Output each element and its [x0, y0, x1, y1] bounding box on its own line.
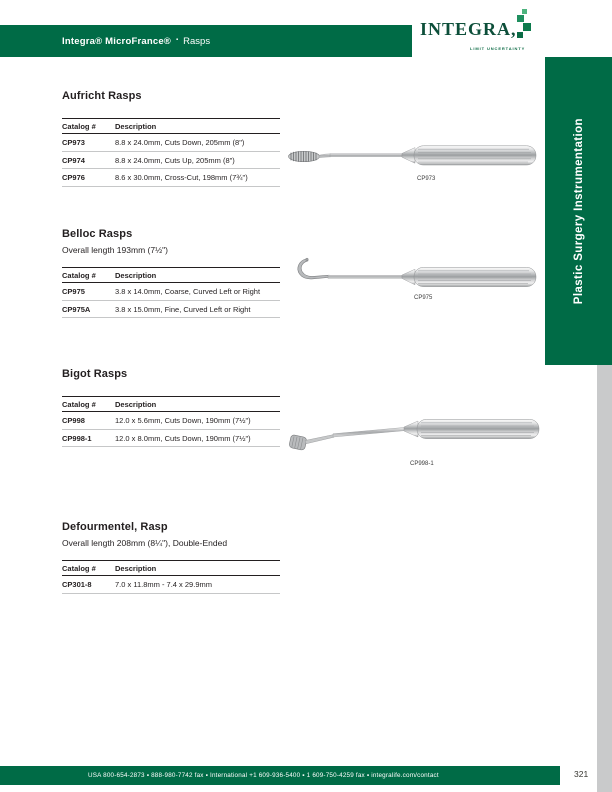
logo-tagline: LIMIT UNCERTAINTY: [470, 46, 526, 51]
belloc-rasp-illustration: [283, 255, 540, 294]
section-title: Defourmentel, Rasp: [62, 521, 168, 533]
page-number: 321: [574, 769, 589, 779]
catalog-column-header: Catalog #: [62, 122, 96, 131]
defourmentel-spec-table: [62, 560, 280, 594]
logo-wordmark: INTEGRA,: [420, 19, 517, 39]
aufricht-rasp-illustration: [283, 142, 540, 173]
item-description: 3.8 x 15.0mm, Fine, Curved Left or Right: [115, 304, 251, 314]
logo-squares-icon: [522, 9, 527, 14]
integra-logo: [412, 8, 545, 57]
item-description: 3.8 x 14.0mm, Coarse, Curved Left or Right: [115, 287, 261, 296]
table-row: [62, 283, 280, 301]
table-row: [62, 169, 280, 187]
section-subtitle: Overall length 208mm (8¼"), Double-Ended: [62, 538, 228, 548]
table-row: [62, 300, 280, 318]
catalog-column-header: Catalog #: [62, 271, 96, 280]
item-description: 8.8 x 24.0mm, Cuts Up, 205mm (8"): [115, 155, 235, 165]
illustration-caption: CP998-1: [410, 461, 434, 467]
section-defourmentel-rasp: [62, 521, 542, 594]
item-description: 12.0 x 8.0mm, Cuts Down, 190mm (7½"): [115, 433, 251, 443]
footer-contact-info: USA 800-654-2873 ▪ 888-980-7742 fax ▪ International +1 609-936-5400 ▪ 1 609-750-4259 fax ▪ integralife.com/contact: [88, 772, 439, 779]
table-header-row: [62, 397, 280, 412]
catalog-column-header: Catalog #: [62, 400, 96, 409]
logo-squares-icon: [517, 32, 523, 38]
catalog-number: CP976: [62, 173, 85, 182]
table-row: [62, 576, 280, 594]
table-row: [62, 412, 280, 430]
section-title: Aufricht Rasps: [62, 90, 142, 102]
table-row: [62, 134, 280, 152]
footer-bar: [0, 766, 560, 785]
sidebar-label: Plastic Surgery Instrumentation: [572, 117, 585, 305]
section-title: Bigot Rasps: [62, 368, 128, 380]
illustration-caption: CP975: [414, 295, 433, 301]
logo-squares-icon: [523, 23, 531, 31]
bigot-spec-table: [62, 396, 280, 447]
description-column-header: Description: [115, 400, 157, 409]
table-header-row: [62, 119, 280, 134]
sidebar-tab: [545, 57, 612, 365]
illustration-caption: CP973: [417, 176, 436, 182]
table-row: [62, 151, 280, 169]
catalog-number: CP975: [62, 287, 85, 296]
section-title: Belloc Rasps: [62, 228, 133, 240]
item-description: 12.0 x 5.6mm, Cuts Down, 190mm (7½"): [115, 416, 251, 425]
catalog-number: CP998-1: [62, 433, 92, 443]
item-description: 8.8 x 24.0mm, Cuts Down, 205mm (8"): [115, 138, 245, 147]
catalog-column-header: Catalog #: [62, 564, 96, 573]
catalog-number: CP998: [62, 416, 85, 425]
table-row: [62, 429, 280, 447]
table-header-row: [62, 561, 280, 576]
catalog-number: CP975A: [62, 304, 91, 314]
aufricht-spec-table: [62, 118, 280, 187]
header-section-label: Rasps: [183, 35, 211, 47]
description-column-header: Description: [115, 122, 157, 131]
description-column-header: Description: [115, 271, 157, 280]
logo-squares-icon: [517, 15, 524, 22]
header-brand: Integra® MicroFrance®: [62, 35, 172, 47]
catalog-number: CP301-8: [62, 580, 92, 589]
header-bullet-icon: ▪: [176, 37, 179, 43]
bigot-rasp-illustration: [284, 412, 544, 459]
table-header-row: [62, 268, 280, 283]
item-description: 7.0 x 11.8mm - 7.4 x 29.9mm: [115, 580, 212, 589]
catalog-number: CP973: [62, 138, 85, 147]
description-column-header: Description: [115, 564, 157, 573]
sidebar-gray-strip: [597, 365, 612, 792]
item-description: 8.6 x 30.0mm, Cross-Cut, 198mm (7¾"): [115, 173, 248, 182]
catalog-number: CP974: [62, 155, 85, 165]
section-subtitle: Overall length 193mm (7½"): [62, 245, 169, 255]
belloc-spec-table: [62, 267, 280, 318]
